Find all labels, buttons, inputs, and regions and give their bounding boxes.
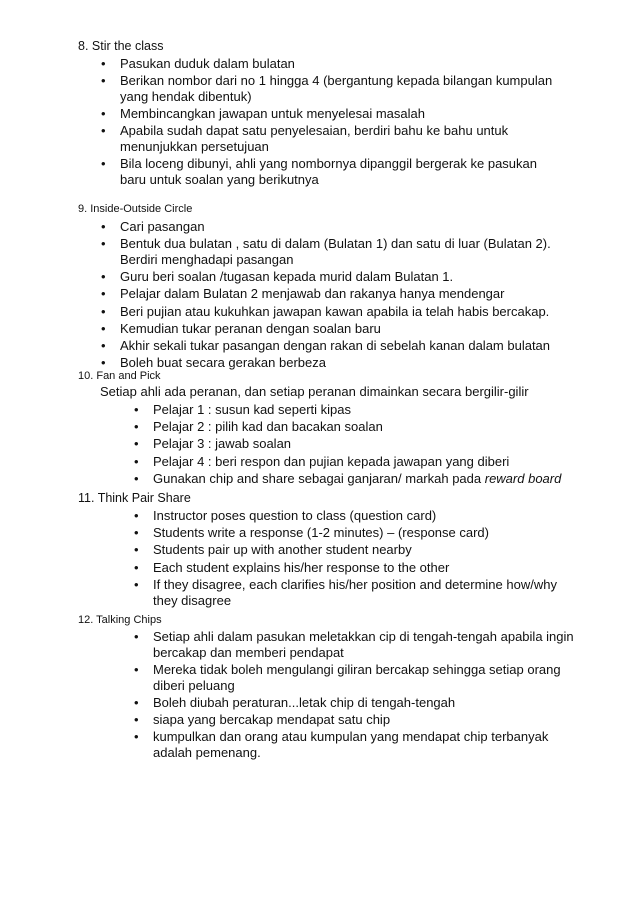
list-item: • Setiap ahli dalam pasukan meletakkan cip di tengah-tengah apabila ingin bercakap dan memberi pendapat [134, 629, 574, 660]
section-heading: 12. Talking Chips [78, 614, 162, 626]
bullet-icon: • [134, 559, 139, 575]
list-item: • Pelajar 2 : pilih kad dan bacakan soalan [134, 419, 383, 435]
bullet-icon: • [134, 436, 139, 452]
bullet-icon: • [101, 320, 106, 336]
list-item: • siapa yang bercakap mendapat satu chip [134, 712, 391, 728]
bullet-icon: • [134, 402, 139, 417]
list-item: • Boleh diubah peraturan...letak chip di tengah-tengah [134, 694, 456, 710]
section-heading: 8. Stir the class [78, 39, 164, 53]
bullet-icon: • [101, 303, 106, 319]
section-heading: 11. Think Pair Share [78, 491, 191, 505]
bullet-list [134, 508, 573, 610]
section-heading: 9. Inside-Outside Circle [78, 203, 193, 215]
bullet-list [134, 402, 583, 488]
bullet-icon: • [101, 269, 106, 285]
bullet-icon: • [134, 508, 139, 523]
list-item: • Bentuk dua bulatan , satu di dalam (Bulatan 1) dan satu di luar (Bulatan 2). Berdiri menghadapi pasangan [101, 236, 551, 267]
bullet-icon: • [134, 694, 139, 710]
list-item: • Apabila sudah dapat satu penyelesaian, berdiri bahu ke bahu untuk menunjukkan persetujuan [101, 123, 509, 155]
bullet-icon: • [101, 236, 106, 252]
list-item: • Akhir sekali tukar pasangan dengan rakan di sebelah kanan dalam bulatan [101, 337, 551, 353]
list-item: • Cari pasangan [101, 219, 205, 234]
list-item: • Kemudian tukar peranan dengan soalan baru [101, 320, 381, 336]
bullet-icon: • [134, 525, 139, 541]
list-item: • Gunakan chip and share sebagai ganjaran/ markah pada reward board [134, 470, 562, 486]
list-item: • Pelajar dalam Bulatan 2 menjawab dan rakanya hanya mendengar [101, 286, 505, 302]
bullet-icon: • [101, 106, 106, 122]
bullet-icon: • [101, 286, 106, 302]
bullet-icon: • [134, 712, 139, 728]
list-item: • Students write a response (1-2 minutes) – (response card) [134, 525, 489, 541]
bullet-icon: • [134, 576, 139, 592]
bullet-list [134, 629, 585, 762]
bullet-icon: • [101, 123, 106, 139]
section-heading: 10. Fan and Pick [78, 370, 161, 382]
bullet-icon: • [134, 629, 139, 644]
list-item: • Pelajar 3 : jawab soalan [134, 436, 292, 452]
list-item: • Pelajar 1 : susun kad seperti kipas [134, 402, 351, 417]
list-item: • Pelajar 4 : beri respon dan pujian kepada jawapan yang diberi [134, 453, 510, 469]
bullet-icon: • [134, 729, 139, 745]
bullet-icon: • [134, 470, 139, 486]
bullet-icon: • [101, 73, 106, 89]
bullet-icon: • [134, 542, 139, 558]
list-item: • Boleh buat secara gerakan berbeza [101, 355, 326, 371]
bullet-icon: • [134, 453, 139, 469]
bullet-icon: • [134, 661, 139, 677]
list-item: • Pasukan duduk dalam bulatan [101, 56, 295, 71]
bullet-icon: • [101, 337, 106, 353]
bullet-icon: • [101, 156, 106, 172]
bullet-icon: • [101, 219, 106, 234]
list-item: • Bila loceng dibunyi, ahli yang nombornya dipanggil bergerak ke pasukan baru untuk soalan yang berikutnya [101, 156, 537, 188]
list-item: • Beri pujian atau kukuhkan jawapan kawan apabila ia telah habis bercakap. [101, 303, 550, 319]
bullet-icon: • [101, 56, 106, 71]
list-item: • Guru beri soalan /tugasan kepada murid dalam Bulatan 1. [101, 269, 454, 285]
section-intro: Setiap ahli ada peranan, dan setiap peranan dimainkan secara bergilir-gilir [100, 384, 529, 399]
list-item: • Berikan nombor dari no 1 hingga 4 (bergantung kepada bilangan kumpulan yang hendak dibentuk) [101, 73, 553, 104]
bullet-list [101, 219, 562, 372]
list-item: • Instructor poses question to class (question card) [134, 508, 437, 523]
bullet-list [101, 56, 560, 189]
list-item: • Mereka tidak boleh mengulangi giliran bercakap sehingga setiap orang diberi peluang [134, 661, 561, 693]
list-item: • If they disagree, each clarifies his/her position and determine how/why they disagree [134, 576, 557, 608]
bullet-icon: • [101, 355, 106, 371]
list-item: • Students pair up with another student nearby [134, 542, 412, 558]
list-item: • Membincangkan jawapan untuk menyelesai masalah [101, 106, 425, 122]
list-item: • Each student explains his/her response to the other [134, 559, 450, 575]
bullet-icon: • [134, 419, 139, 435]
list-item: • kumpulkan dan orang atau kumpulan yang mendapat chip terbanyak adalah pemenang. [134, 729, 549, 761]
